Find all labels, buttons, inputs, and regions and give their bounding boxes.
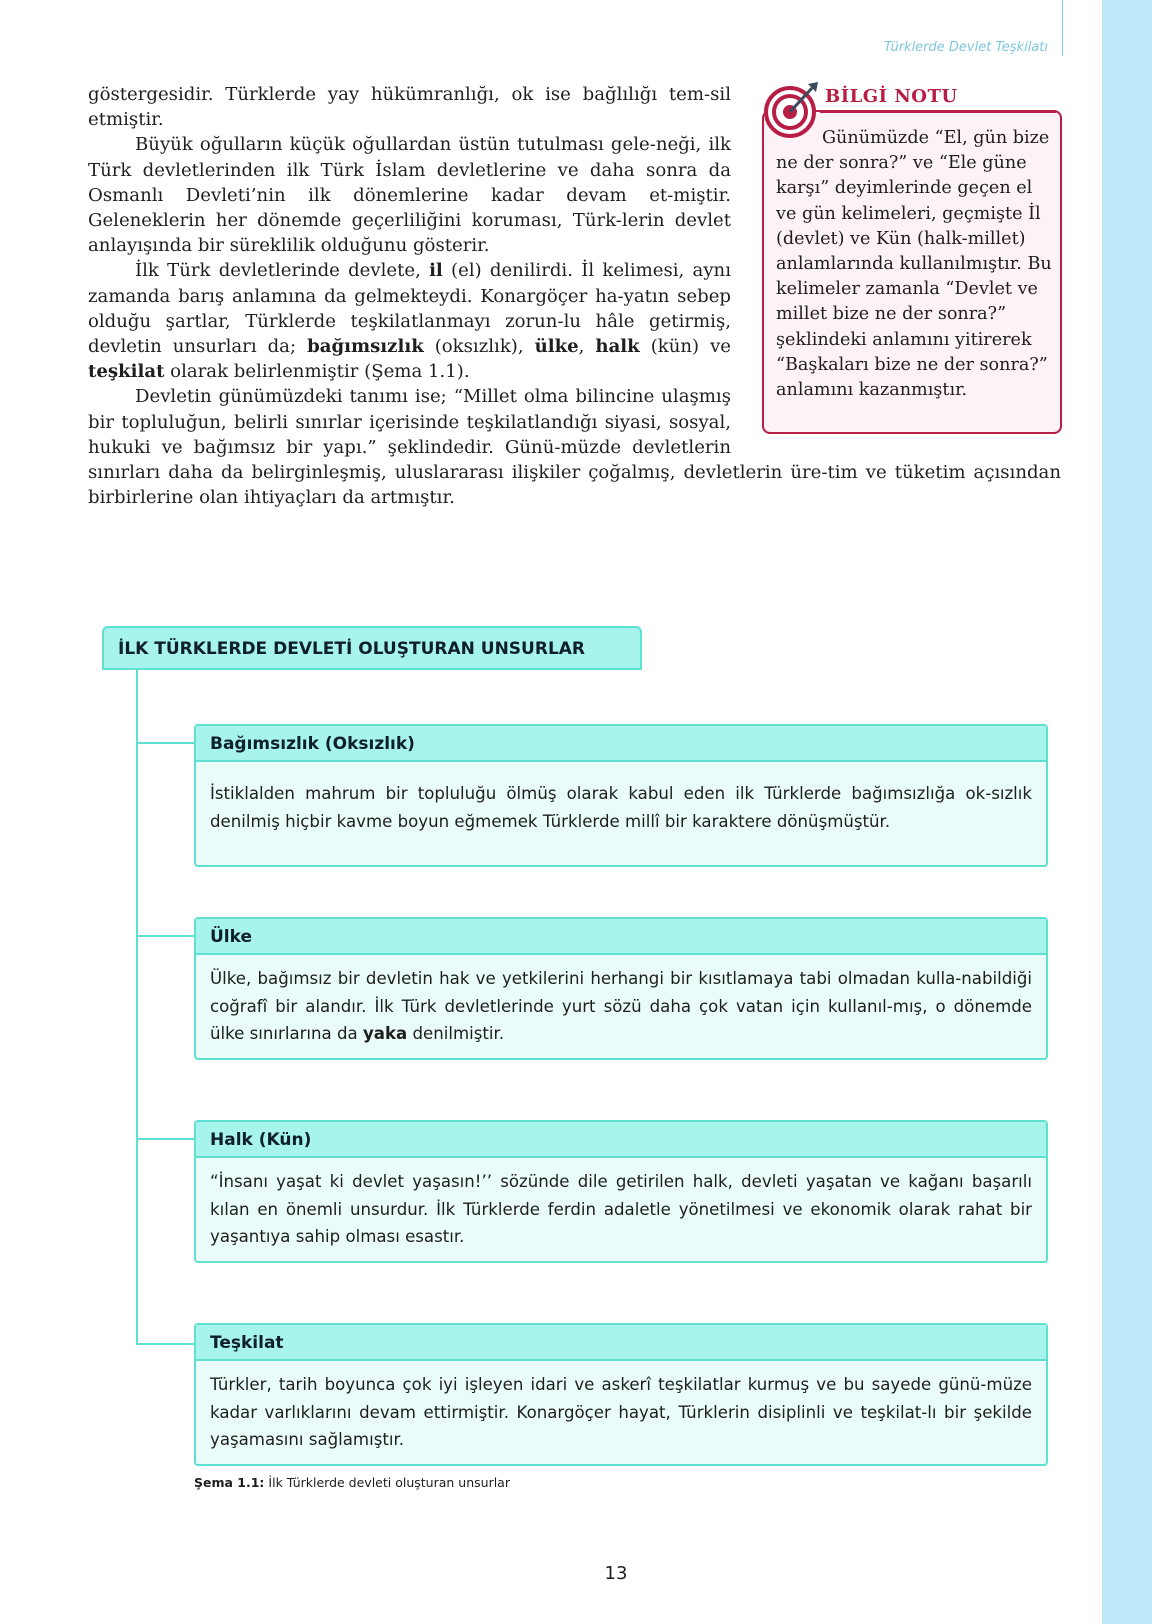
schema-card-teskilat: [194, 1323, 1048, 1466]
card-heading: Bağımsızlık (Oksızlık): [196, 726, 1046, 762]
term-yaka: yaka: [362, 1024, 408, 1043]
schema-card-ulke: [194, 917, 1048, 1060]
card-heading: Teşkilat: [196, 1325, 1046, 1361]
schema-card-bagimsizlik: [194, 724, 1048, 867]
term-bagimsizlik: bağımsızlık: [307, 336, 424, 358]
tree-branch: [136, 742, 194, 744]
schema-caption: Şema 1.1: İlk Türklerde devleti oluşturan unsurlar: [194, 1475, 510, 1490]
tree-branch: [136, 935, 194, 937]
paragraph-1: göstergesidir. Türklerde yay hükümranlığı, ok ise bağlılığı tem-sil etmiştir.: [88, 84, 731, 131]
page-number: 13: [604, 1563, 628, 1584]
card-text: İstiklalden mahrum bir topluluğu ölmüş olarak kabul eden ilk Türklerde bağımsızlığa ok-sızlık denilmiş hiçbir kavme boyun eğmemek Türklerde millî bir karaktere dönüşmüştür.: [210, 784, 1032, 831]
info-note-title: BİLGİ NOTU: [825, 86, 958, 107]
term-halk: halk: [595, 336, 640, 358]
info-note-title-rule: [820, 110, 1056, 113]
card-text: Ülke, bağımsız bir devletin hak ve yetkilerini herhangi bir kısıtlamaya tabi olmadan kulla-nabildiği coğrafî bir alandır. İlk Türk devletlerinde yurt sözü daha çok vatan için kullanıl-mış, o dönemde ülke sınırlarına da yaka denilmiştir.: [210, 969, 1032, 1043]
paragraph-3: İlk Türk devletlerinde devlete, il (el) denilirdi. İl kelimesi, aynı zamanda barış anlamına da gelmekteydi. Konargöçer ha-yatın sebep olduğu şartlar, Türklerde teşkilatlanmayı zorun-lu hâle getirmiş, devletin unsurları da; bağımsızlık (oksızlık), ülke, halk (kün) ve teşkilat olarak belirlenmiştir (Şema 1.1).: [88, 260, 732, 383]
term-il: il: [429, 260, 443, 282]
card-text: Türkler, tarih boyunca çok iyi işleyen idari ve askerî teşkilatlar kurmuş ve bu sayede günü-müze kadar varlıklarını devam ettirmiştir. Konargöçer hayat, Türklerin disiplinli ve teşkilat-lı bir şekilde yaşamasını sağlamıştır.: [210, 1375, 1032, 1449]
header-rule: [1062, 0, 1063, 56]
paragraph-4: Devletin günümüzdeki tanımı ise; “Millet olma bilincine ulaşmış bir topluluğun, belirli sınırlar içerisinde teşkilatlandığı siyasi, sosyal, hukuki ve bağımsız bir yapı.” şeklindedir. Günü-müzde devletlerin sınırları daha da belirginleşmiş, uluslararası ilişkiler çoğalmış, devletlerin üre-tim ve tüketim açısından birbirlerine olan ihtiyaçları da artmıştır.: [88, 386, 1061, 509]
tree-branch: [136, 1343, 194, 1345]
term-ulke: ülke: [534, 336, 579, 358]
card-text: “İnsanı yaşat ki devlet yaşasın!’’ sözünde dile getirilen halk, devleti yaşatan ve kağanı başarılı kılan en önemli unsurdur. İlk Türklerde ferdin adaletle yönetilmesi ve ekonomik olarak rahat bir yaşantıya sahip olması esastır.: [210, 1172, 1032, 1246]
card-heading: Halk (Kün): [196, 1122, 1046, 1158]
paragraph-2: Büyük oğulların küçük oğullardan üstün tutulması gele-neği, ilk Türk devletlerinden ilk Türk İslam devletlerine ve daha sonra da Osmanlı Devleti’nin ilk dönemlerine kadar devam et-miştir. Geleneklerin her dönemde geçerliliğini koruması, Türk-lerin devlet anlayışında bir süreklilik olduğunu gösterir.: [88, 134, 731, 257]
side-band: [1102, 0, 1152, 1624]
tree-trunk: [136, 670, 138, 1345]
tree-branch: [136, 1138, 194, 1140]
schema-title: İLK TÜRKLERDE DEVLETİ OLUŞTURAN UNSURLAR: [102, 626, 642, 670]
info-note-text: Günümüzde “El, gün bize ne der sonra?” ve “Ele güne karşı” deyimlerinde geçen el ve gün kelimeleri, geçmişte İl (devlet) ve Kün (halk-millet) anlamlarında kullanılmıştır. Bu kelimeler zamanla “Devlet ve millet bize ne der sonra?” şeklindeki anlamını yitirerek “Başkaları bize ne der sonra?” anlamını kazanmıştır.: [776, 128, 1052, 401]
schema-card-halk: [194, 1120, 1048, 1263]
card-heading: Ülke: [196, 919, 1046, 955]
term-teskilat: teşkilat: [88, 361, 165, 383]
running-title: Türklerde Devlet Teşkilatı: [883, 40, 1048, 55]
